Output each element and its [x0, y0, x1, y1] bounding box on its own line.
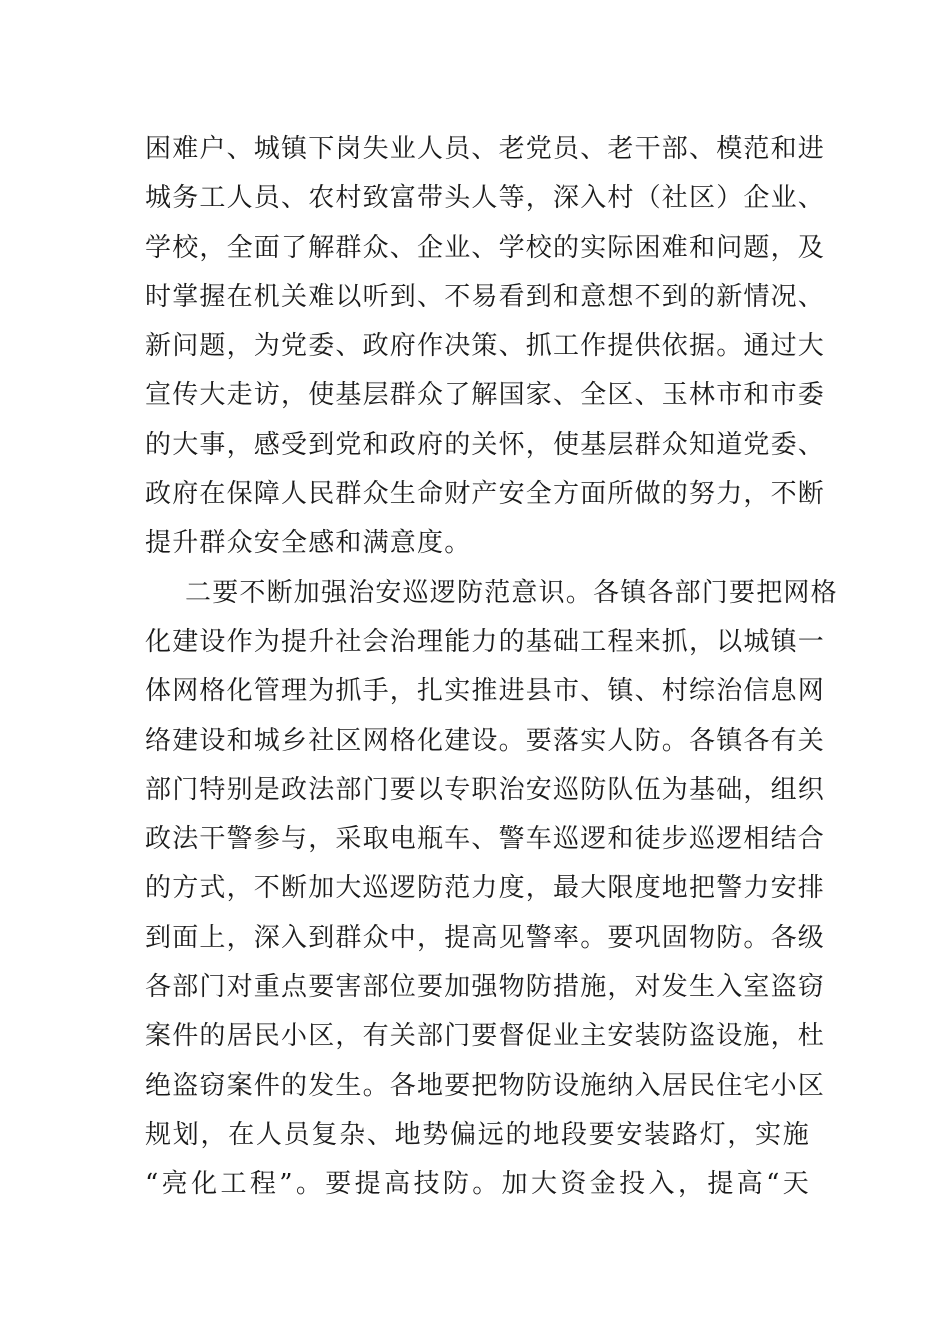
text-line: 的方式，不断加大巡逻防范力度，最大限度地把警力安排 — [145, 873, 826, 904]
paragraph-2 — [145, 569, 838, 1210]
text-line: 到面上，深入到群众中，提高见警率。要巩固物防。各级 — [145, 922, 826, 953]
text-line: 宣传大走访，使基层群众了解国家、全区、玉林市和市委 — [145, 380, 826, 411]
text-line: 部门特别是政法部门要以专职治安巡防队伍为基础，组织 — [145, 774, 826, 805]
text-line: 的大事，感受到党和政府的关怀，使基层群众知道党委、 — [145, 429, 826, 460]
text-line: 体网格化管理为抓手，扎实推进县市、镇、村综治信息网 — [145, 676, 826, 707]
body-text — [145, 125, 838, 1210]
text-line: 各部门对重点要害部位要加强物防措施，对发生入室盗窃 — [145, 972, 826, 1003]
text-line: 新问题，为党委、政府作决策、抓工作提供依据。通过大 — [145, 331, 826, 362]
text-line: 络建设和城乡社区网格化建设。要落实人防。各镇各有关 — [145, 725, 826, 756]
text-line: 化建设作为提升社会治理能力的基础工程来抓，以城镇一 — [145, 626, 826, 657]
text-line: 时掌握在机关难以听到、不易看到和意想不到的新情况、 — [145, 281, 826, 312]
text-line: 绝盗窃案件的发生。各地要把物防设施纳入居民住宅小区 — [145, 1070, 826, 1101]
text-line: “亮化工程”。要提高技防。加大资金投入，提高“天 — [145, 1169, 810, 1200]
text-line: 政法干警参与，采取电瓶车、警车巡逻和徒步巡逻相结合 — [145, 824, 826, 855]
paragraph-1 — [145, 125, 826, 569]
text-line: 学校，全面了解群众、企业、学校的实际困难和问题，及 — [145, 232, 826, 263]
text-line: 城务工人员、农村致富带头人等，深入村（社区）企业、 — [145, 183, 826, 214]
text-line: 案件的居民小区，有关部门要督促业主安装防盗设施，杜 — [145, 1021, 826, 1052]
text-line: 二要不断加强治安巡逻防范意识。各镇各部门要把网格 — [185, 577, 838, 608]
text-line: 困难户、城镇下岗失业人员、老党员、老干部、模范和进 — [145, 134, 826, 164]
text-line: 提升群众安全感和满意度。 — [145, 528, 472, 559]
text-line: 政府在保障人民群众生命财产安全方面所做的努力，不断 — [145, 479, 826, 510]
text-line: 规划，在人员复杂、地势偏远的地段要安装路灯，实施 — [145, 1119, 810, 1150]
